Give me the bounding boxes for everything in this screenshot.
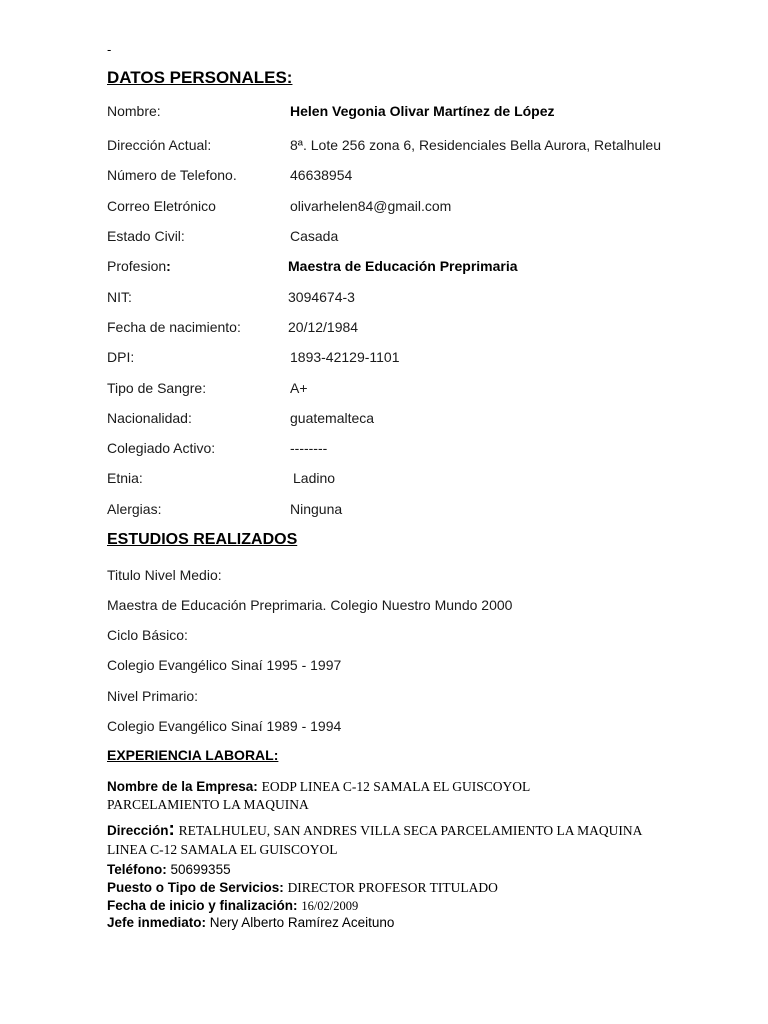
value-correo: olivarhelen84@gmail.com — [290, 198, 452, 214]
label-nacionalidad: Nacionalidad: — [107, 410, 192, 426]
empresa-block — [107, 778, 627, 814]
label-fecha-nacimiento: Fecha de nacimiento: — [107, 319, 241, 335]
estudios-line: Titulo Nivel Medio: — [107, 567, 222, 583]
value-profesion: Maestra de Educación Preprimaria — [288, 258, 518, 274]
estudios-line: Colegio Evangélico Sinaí 1995 - 1997 — [107, 657, 342, 673]
value-dpi: 1893-42129-1101 — [290, 349, 400, 365]
telefono-line — [107, 861, 231, 879]
label-direccion: Dirección Actual: — [107, 137, 212, 153]
direccion-colon: : — [168, 819, 175, 840]
datos-personales-heading: DATOS PERSONALES: — [107, 68, 293, 87]
fecha-value: 16/02/2009 — [301, 899, 359, 913]
label-profesion-colon: : — [166, 258, 171, 274]
value-nacionalidad: guatemalteca — [290, 410, 375, 426]
puesto-label: Puesto o Tipo de Servicios: — [107, 880, 284, 895]
value-etnia: Ladino — [293, 470, 336, 486]
label-telefono: Número de Telefono. — [107, 167, 237, 183]
direccion-value: RETALHULEU, SAN ANDRES VILLA SECA PARCELAMIENTO LA MAQUINA LINEA C-12 SAMALA EL GUISCOYOL — [107, 823, 642, 857]
estudios-heading: ESTUDIOS REALIZADOS — [107, 531, 298, 548]
fecha-line — [107, 897, 358, 915]
value-nombre: Helen Vegonia Olivar Martínez de López — [290, 103, 555, 119]
estudios-line: Colegio Evangélico Sinaí 1989 - 1994 — [107, 718, 342, 734]
label-estado-civil: Estado Civil: — [107, 228, 185, 244]
value-direccion: 8ª. Lote 256 zona 6, Residenciales Bella Aurora, Retalhuleu — [290, 137, 661, 153]
direccion-label: Dirección — [107, 823, 169, 838]
label-tipo-sangre: Tipo de Sangre: — [107, 380, 207, 396]
top-dash: - — [107, 42, 112, 57]
telefono-value: 50699355 — [170, 862, 231, 877]
fecha-label: Fecha de inicio y finalización: — [107, 898, 298, 913]
value-alergias: Ninguna — [290, 501, 343, 517]
jefe-value: Nery Alberto Ramírez Aceituno — [209, 915, 395, 930]
experiencia-heading: EXPERIENCIA LABORAL: — [107, 747, 279, 763]
value-telefono: 46638954 — [290, 167, 353, 183]
jefe-label: Jefe inmediato: — [107, 915, 207, 930]
label-nombre: Nombre: — [107, 103, 161, 119]
value-colegiado: -------- — [290, 440, 328, 456]
estudios-line: Nivel Primario: — [107, 688, 199, 704]
label-correo: Correo Eletrónico — [107, 198, 216, 214]
label-colegiado: Colegiado Activo: — [107, 440, 216, 456]
puesto-value: DIRECTOR PROFESOR TITULADO — [287, 880, 498, 895]
label-alergias: Alergias: — [107, 501, 162, 517]
value-estado-civil: Casada — [290, 228, 339, 244]
label-profesion — [107, 258, 171, 274]
value-tipo-sangre: A+ — [290, 380, 308, 396]
label-profesion-text: Profesion — [107, 258, 167, 274]
direccion-block — [107, 820, 677, 859]
jefe-line — [107, 914, 394, 932]
label-nit: NIT: — [107, 289, 132, 305]
puesto-line — [107, 879, 498, 897]
estudios-line: Maestra de Educación Preprimaria. Colegio Nuestro Mundo 2000 — [107, 597, 513, 613]
estudios-line: Ciclo Básico: — [107, 627, 188, 643]
value-nit: 3094674-3 — [288, 289, 355, 305]
label-dpi: DPI: — [107, 349, 135, 365]
empresa-value: EODP LINEA C-12 SAMALA EL GUISCOYOL PARCELAMIENTO LA MAQUINA — [107, 779, 530, 812]
empresa-label: Nombre de la Empresa: — [107, 779, 258, 794]
label-etnia: Etnia: — [107, 470, 143, 486]
value-fecha-nacimiento: 20/12/1984 — [288, 319, 359, 335]
telefono-label: Teléfono: — [107, 862, 167, 877]
